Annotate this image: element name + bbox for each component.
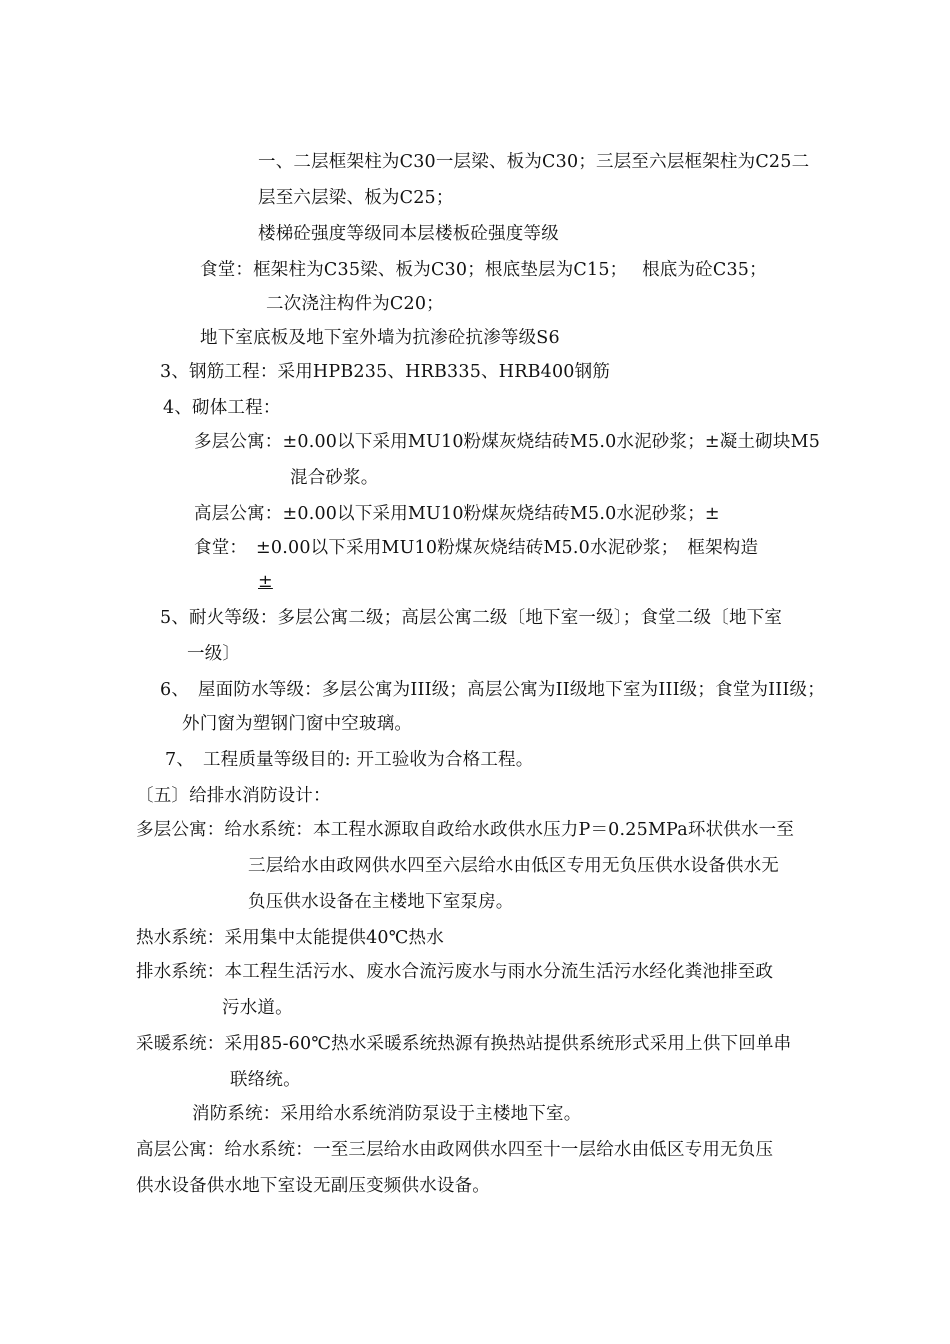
text-line: 高层公寓：±0.00以下采用MU10粉煤灰烧结砖M5.0水泥砂浆；±	[194, 504, 720, 524]
text-line: 三层给水由政网供水四至六层给水由低区专用无负压供水设备供水无	[248, 856, 779, 876]
text-line: 多层公寓：给水系统：本工程水源取自政给水政供水压力P＝0.25MPa环状供水一至	[136, 820, 795, 840]
text-line: 高层公寓：给水系统：一至三层给水由政网供水四至十一层给水由低区专用无负压	[136, 1140, 774, 1160]
text-line: 多层公寓：±0.00以下采用MU10粉煤灰烧结砖M5.0水泥砂浆；±凝土砌块M5	[194, 432, 821, 452]
section-heading: 5、耐火等级：多层公寓二级；高层公寓二级〔地下室一级〕；食堂二级〔地下室	[160, 608, 783, 628]
text-line: 楼梯砼强度等级同本层楼板砼强度等级	[258, 224, 559, 244]
text-line: 供水设备供水地下室设无副压变频供水设备。	[136, 1176, 490, 1196]
section-heading: 4、砌体工程：	[163, 398, 281, 418]
text-line: 热水系统：采用集中太能提供40℃热水	[136, 928, 444, 948]
text-line: ±	[258, 572, 273, 592]
section-heading: 3、钢筋工程：采用HPB235、HRB335、HRB400钢筋	[160, 362, 611, 382]
text-line: 混合砂浆。	[290, 468, 379, 488]
section-heading: 7、 工程质量等级目的: 开工验收为合格工程。	[165, 750, 534, 770]
text-line: 食堂：框架柱为C35梁、板为C30；根底垫层为C15； 根底为砼C35；	[200, 260, 767, 280]
text-line: 一、二层框架柱为C30一层梁、板为C30；三层至六层框架柱为C25二	[258, 152, 810, 172]
text-line: 采暖系统：采用85-60℃热水采暖系统热源有换热站提供系统形式采用上供下回单串	[136, 1034, 792, 1054]
text-line: 污水道。	[222, 998, 293, 1018]
text-line: 食堂： ±0.00以下采用MU10粉煤灰烧结砖M5.0水泥砂浆； 框架构造	[194, 538, 759, 558]
text-line: 地下室底板及地下室外墙为抗渗砼抗渗等级S6	[200, 328, 560, 348]
text-line: 消防系统：采用给水系统消防泵设于主楼地下室。	[192, 1104, 582, 1124]
text-line: 联络统。	[230, 1070, 301, 1090]
text-line: 排水系统：本工程生活污水、废水合流污废水与雨水分流生活污水经化粪池排至政	[136, 962, 774, 982]
text-line: 层至六层梁、板为C25；	[258, 188, 454, 208]
section-heading: 6、 屋面防水等级：多层公寓为III级；高层公寓为II级地下室为III级；食堂为III级；	[160, 680, 825, 700]
section-heading: 〔五〕给排水消防设计：	[136, 786, 331, 806]
text-line: 一级〕	[187, 644, 241, 664]
text-line: 外门窗为塑钢门窗中空玻璃。	[182, 714, 413, 734]
text-line: 二次浇注构件为C20；	[266, 294, 444, 314]
text-line: 负压供水设备在主楼地下室泵房。	[248, 892, 514, 912]
